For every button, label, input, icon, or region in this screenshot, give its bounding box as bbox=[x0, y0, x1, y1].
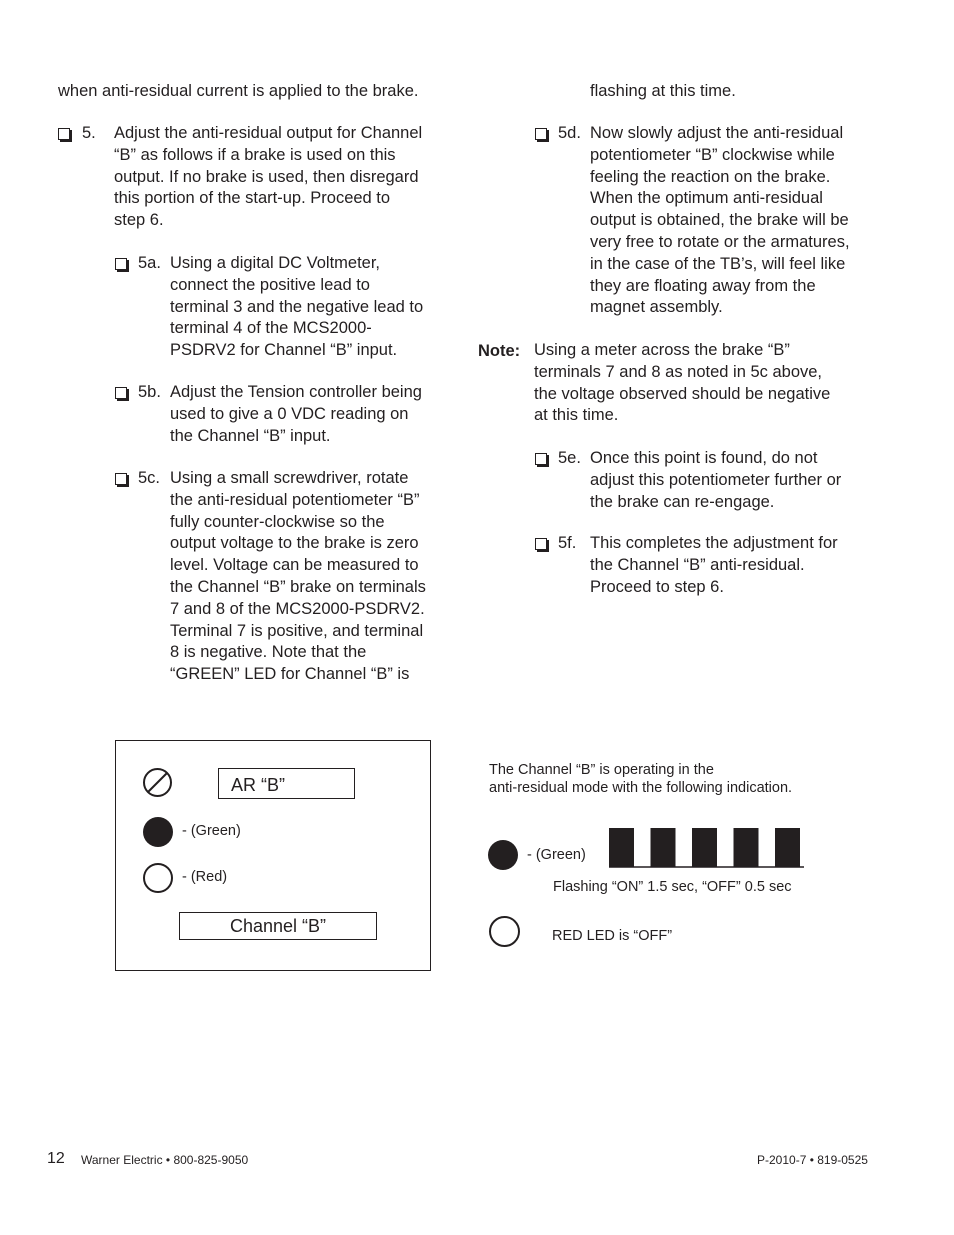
text-line: they are floating away from the bbox=[590, 276, 816, 295]
on-pulse bbox=[692, 828, 717, 867]
checkbox-icon[interactable] bbox=[115, 382, 127, 406]
flash-waveform bbox=[606, 826, 806, 870]
step-number: 5d. bbox=[558, 124, 581, 142]
text-line: very free to rotate or the armatures, bbox=[590, 232, 850, 251]
text-line: level. Voltage can be measured to bbox=[170, 556, 419, 575]
text-line: the Channel “B” brake on terminals bbox=[170, 577, 426, 596]
note-label: Note: bbox=[478, 342, 521, 360]
text-line: fully counter-clockwise so the bbox=[170, 512, 385, 531]
step-5 bbox=[58, 123, 448, 235]
text-line: feeling the reaction on the brake. bbox=[590, 167, 831, 186]
caption-line: anti-residual mode with the following indication. bbox=[489, 780, 793, 796]
checkbox-icon[interactable] bbox=[535, 123, 547, 147]
text-line: “GREEN” LED for Channel “B” is bbox=[170, 665, 410, 684]
page-number: 12 bbox=[47, 1150, 65, 1167]
green-led-label: - (Green) bbox=[527, 847, 586, 863]
text-line: Adjust the Tension controller being bbox=[170, 383, 422, 401]
text-line: Using a small screwdriver, rotate bbox=[170, 469, 409, 487]
step-5c-continuation: flashing at this time. bbox=[590, 82, 736, 100]
text-line: potentiometer “B” clockwise while bbox=[590, 145, 835, 164]
text-line: used to give a 0 VDC reading on bbox=[170, 404, 409, 423]
text-line: 7 and 8 of the MCS2000-PSDRV2. bbox=[170, 599, 425, 618]
text-line: PSDRV2 for Channel “B” input. bbox=[170, 341, 398, 360]
note-text bbox=[534, 340, 874, 430]
step-5e bbox=[535, 448, 875, 516]
step-text bbox=[170, 253, 455, 362]
text-line: 8 is negative. Note that the bbox=[170, 643, 367, 662]
step-text bbox=[590, 533, 875, 598]
text-line: “B” as follows if a brake is used on this bbox=[114, 145, 396, 164]
channel-b-panel-diagram bbox=[115, 740, 431, 971]
step-text bbox=[590, 448, 875, 513]
text-line: in the case of the TB’s, will feel like bbox=[590, 254, 846, 273]
step-text bbox=[170, 382, 455, 447]
text-line: Using a digital DC Voltmeter, bbox=[170, 254, 381, 272]
step-number: 5b. bbox=[138, 383, 161, 401]
text-line: Adjust the anti-residual output for Channel bbox=[114, 124, 423, 142]
text-line: the voltage observed should be negative bbox=[534, 384, 831, 403]
green-led-label: - (Green) bbox=[182, 823, 241, 839]
step-number: 5. bbox=[82, 124, 96, 142]
footer-company: Warner Electric • 800-825-9050 bbox=[81, 1153, 249, 1167]
step-5c bbox=[115, 468, 450, 690]
text-line: connect the positive lead to bbox=[170, 275, 370, 294]
text-line: at this time. bbox=[534, 406, 619, 425]
step-text bbox=[590, 123, 875, 319]
text-line: adjust this potentiometer further or bbox=[590, 470, 842, 489]
on-pulse bbox=[651, 828, 676, 867]
text-line: the Channel “B” anti-residual. bbox=[590, 555, 805, 574]
checkbox-icon[interactable] bbox=[535, 448, 547, 472]
text-line: the anti-residual potentiometer “B” bbox=[170, 490, 420, 509]
red-led-off-icon bbox=[489, 916, 520, 947]
text-line: Terminal 7 is positive, and terminal bbox=[170, 621, 424, 640]
on-pulse bbox=[775, 828, 800, 867]
step-number: 5e. bbox=[558, 449, 581, 467]
green-led-on-icon bbox=[143, 817, 173, 847]
text-line: output voltage to the brake is zero bbox=[170, 534, 419, 553]
step-5f bbox=[535, 533, 875, 601]
intro-continuation: when anti-residual current is applied to the brake. bbox=[58, 82, 419, 100]
text-line: this portion of the start-up. Proceed to bbox=[114, 189, 391, 208]
text-line: the brake can re-engage. bbox=[590, 492, 775, 511]
text-line: Once this point is found, do not bbox=[590, 449, 818, 467]
potentiometer-icon bbox=[142, 767, 173, 798]
red-led-off-icon bbox=[143, 863, 173, 893]
text-line: terminal 4 of the MCS2000- bbox=[170, 319, 372, 338]
footer-doc-code: P-2010-7 • 819-0525 bbox=[757, 1153, 868, 1167]
step-5d bbox=[535, 123, 875, 323]
step-5a bbox=[115, 253, 450, 365]
text-line: Proceed to step 6. bbox=[590, 577, 724, 596]
flash-timing-text: Flashing “ON” 1.5 sec, “OFF” 0.5 sec bbox=[553, 879, 792, 895]
green-led-on-icon bbox=[488, 840, 518, 870]
text-line: terminal 3 and the negative lead to bbox=[170, 297, 424, 316]
text-line: This completes the adjustment for bbox=[590, 534, 838, 552]
step-5b bbox=[115, 382, 450, 450]
on-pulse bbox=[734, 828, 759, 867]
text-line: terminals 7 and 8 as noted in 5c above, bbox=[534, 362, 823, 381]
text-line: magnet assembly. bbox=[590, 298, 723, 317]
checkbox-icon[interactable] bbox=[58, 123, 70, 147]
checkbox-icon[interactable] bbox=[115, 468, 127, 492]
text-line: When the optimum anti-residual bbox=[590, 189, 823, 208]
indication-caption bbox=[489, 761, 792, 797]
red-led-label: - (Red) bbox=[182, 869, 228, 885]
text-line: step 6. bbox=[114, 211, 164, 230]
step-text bbox=[170, 468, 455, 686]
step-number: 5a. bbox=[138, 254, 161, 272]
text-line: output is obtained, the brake will be bbox=[590, 211, 849, 230]
checkbox-icon[interactable] bbox=[535, 533, 547, 557]
text-line: Now slowly adjust the anti-residual bbox=[590, 124, 844, 142]
channel-b-label: Channel “B” bbox=[179, 912, 377, 940]
text-line: Using a meter across the brake “B” bbox=[534, 341, 790, 359]
ar-b-label: AR “B” bbox=[218, 768, 355, 799]
step-number: 5f. bbox=[558, 534, 577, 552]
checkbox-icon[interactable] bbox=[115, 253, 127, 277]
on-pulse bbox=[609, 828, 634, 867]
caption-line: The Channel “B” is operating in the bbox=[489, 762, 714, 778]
text-line: the Channel “B” input. bbox=[170, 426, 331, 445]
step-number: 5c. bbox=[138, 469, 161, 487]
text-line: output. If no brake is used, then disregard bbox=[114, 167, 419, 186]
red-led-status-text: RED LED is “OFF” bbox=[552, 928, 673, 944]
step-text bbox=[114, 123, 454, 232]
